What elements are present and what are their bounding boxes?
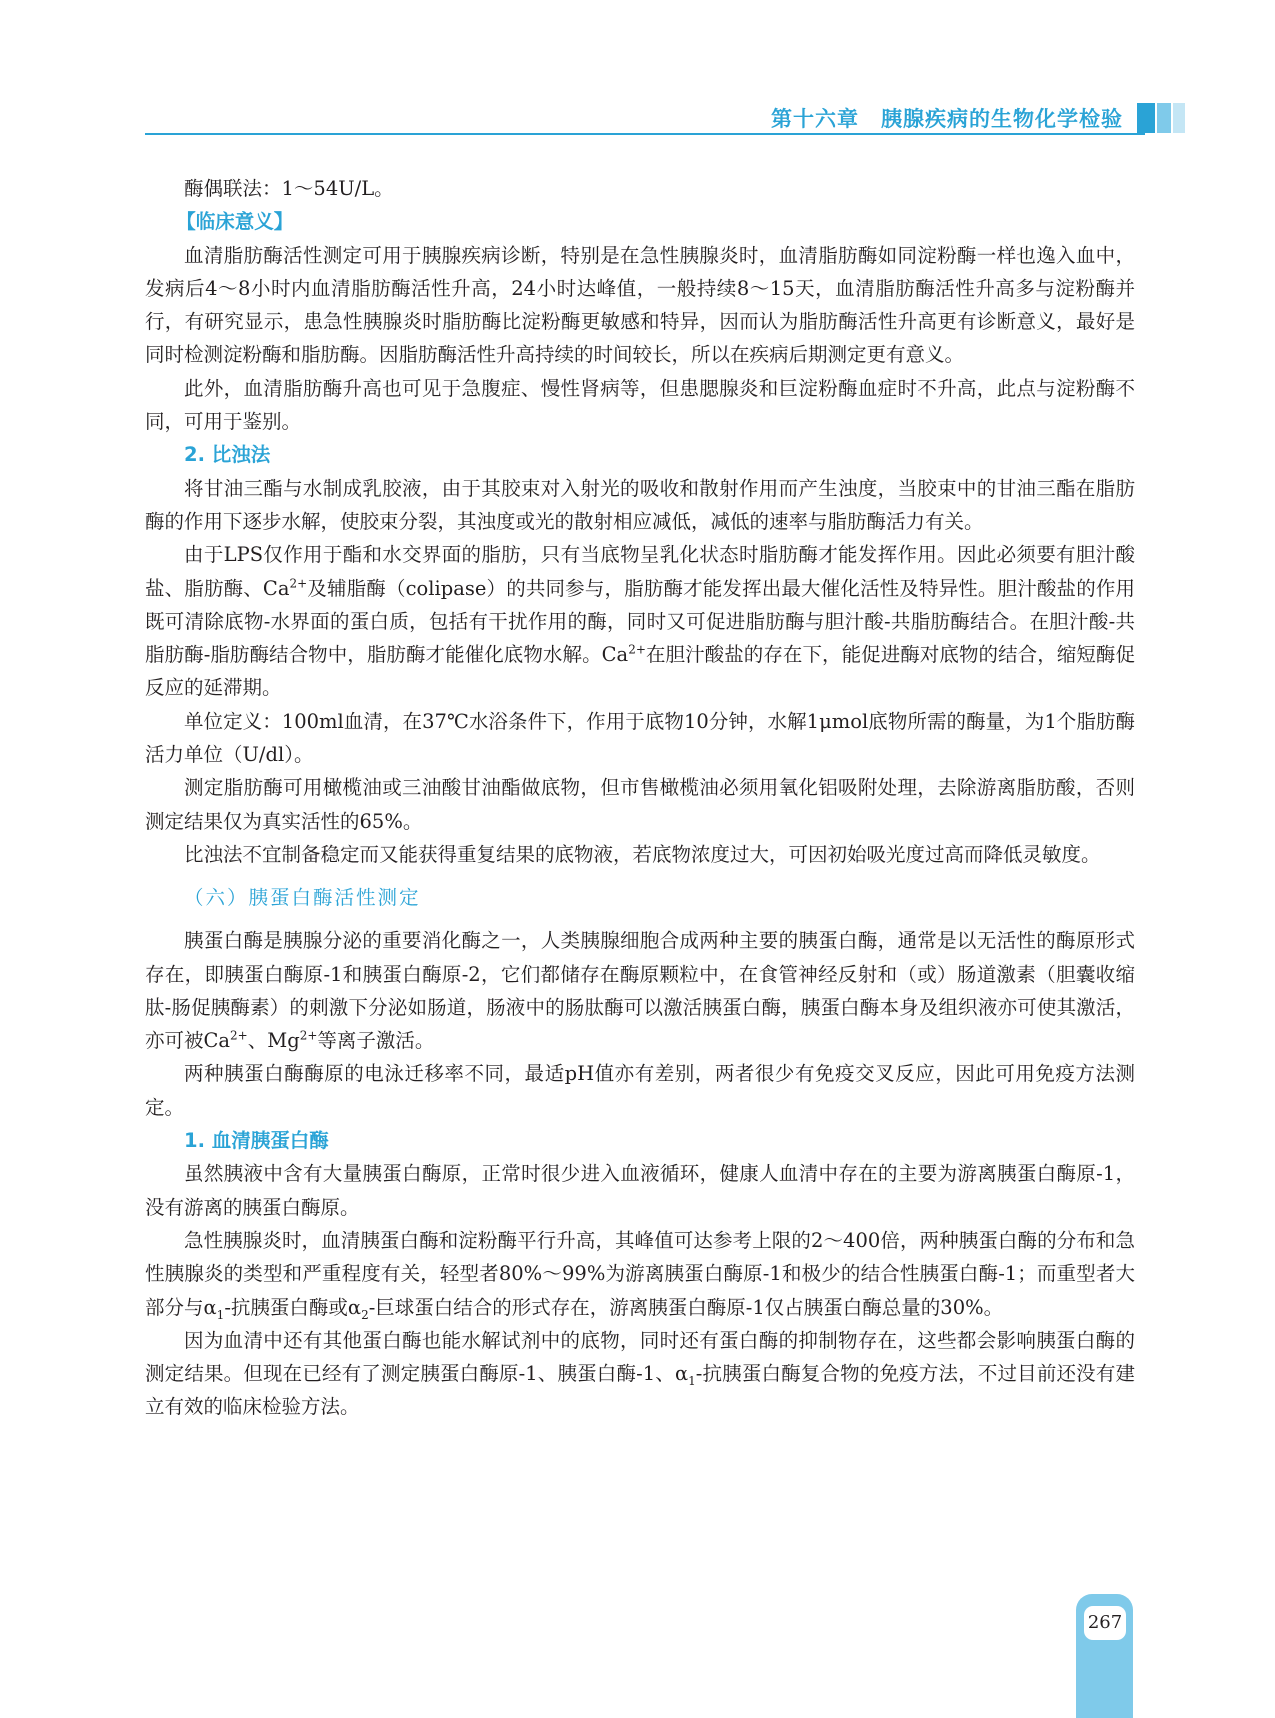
turbidity-paragraph-3: 单位定义：100ml血清，在37℃水浴条件下，作用于底物10分钟，水解1μmol底物所需的酶量，为1个脂肪酶活力单位（U/dl）。 xyxy=(145,709,1135,767)
header-block-light xyxy=(1173,103,1185,133)
superscript: 2+ xyxy=(230,1028,248,1043)
superscript: 2+ xyxy=(289,576,308,591)
trypsin-paragraph-2: 两种胰蛋白酶酶原的电泳迁移率不同，最适pH值亦有差别，两者很少有免疫交叉反应，因此可用免疫方法测定。 xyxy=(145,1062,1135,1119)
superscript: 2+ xyxy=(628,642,646,657)
serum-trypsin-paragraph-3 xyxy=(145,1324,1135,1424)
header-rule xyxy=(145,133,1145,135)
page-number: 267 xyxy=(1084,1606,1126,1640)
text-run: -抗胰蛋白酶或α xyxy=(224,1295,362,1319)
serum-trypsin-paragraph-1: 虽然胰液中含有大量胰蛋白酶原，正常时很少进入血液循环，健康人血清中存在的主要为游离胰蛋白酶原-1，没有游离的胰蛋白酶原。 xyxy=(145,1162,1135,1219)
subscript: 2 xyxy=(361,1307,369,1322)
turbidity-paragraph-1: 将甘油三酯与水制成乳胶液，由于其胶束对入射光的吸收和散射作用而产生浊度，当胶束中的甘油三酯在脂肪酶的作用下逐步水解，使胶束分裂，其浊度或光的散射相应减低，减低的速率与脂肪酶活力有关。 xyxy=(145,476,1135,533)
text-run: 急性胰腺炎时，血清胰蛋白酶和淀粉酶平行升高，其峰值可达参考上限的2～400倍，两种胰蛋白酶的分布和急性胰腺炎的类型和严重程度有关，轻型者80%～99%为游离胰蛋白酶原-1和极少的结合性胰蛋白酶-1；而重型者大部分与α xyxy=(145,1228,1135,1319)
page-body xyxy=(145,172,1135,1424)
turbidity-paragraph-4: 测定脂肪酶可用橄榄油或三油酸甘油酯做底物，但市售橄榄油必须用氧化铝吸附处理，去除游离脂肪酸，否则测定结果仅为真实活性的65%。 xyxy=(145,776,1135,833)
clinical-paragraph-2: 此外，血清脂肪酶升高也可见于急腹症、慢性肾病等，但患腮腺炎和巨淀粉酶血症时不升高，此点与淀粉酶不同，可用于鉴别。 xyxy=(145,376,1135,434)
text-run: 及辅脂酶（colipase）的共同参与，脂肪酶才能发挥出最大催化活性及特异性。胆汁酸盐的作用既可清除底物-水界面的蛋白质，包括有干扰作用的酶，同时又可促进脂肪酶与胆汁酸-共脂肪酶结合。在胆汁酸-共脂肪酶-脂肪酶结合物中，脂肪酶才能催化底物水解。Ca xyxy=(145,576,1136,667)
header-color-blocks xyxy=(1137,103,1185,133)
enzyme-coupling-line: 酶偶联法：1～54U/L。 xyxy=(184,177,394,200)
page-header xyxy=(145,98,1185,138)
superscript: 2+ xyxy=(299,1028,318,1043)
subscript: 1 xyxy=(216,1307,225,1322)
text-run: 在胆汁酸盐的存在下，能促进酶对底物的结合，缩短酶促反应的延滞期。 xyxy=(145,643,1135,700)
chapter-title: 第十六章 胰腺疾病的生物化学检验 xyxy=(771,107,1123,131)
subscript: 1 xyxy=(688,1373,696,1388)
serum-trypsin-paragraph-2 xyxy=(145,1224,1135,1324)
text-run: 胰蛋白酶是胰腺分泌的重要消化酶之一，人类胰腺细胞合成两种主要的胰蛋白酶，通常是以无活性的酶原形式存在，即胰蛋白酶原-1和胰蛋白酶原-2，它们都储存在酶原颗粒中，在食管神经反射和（或）肠道激素（胆囊收缩肽-肠促胰酶素）的刺激下分泌如肠道，肠液中的肠肽酶可以激活胰蛋白酶，胰蛋白酶本身及组织液亦可使其激活，亦可被Ca xyxy=(145,929,1135,1053)
text-run: 、Mg xyxy=(247,1029,300,1053)
serum-trypsin-heading: 1. 血清胰蛋白酶 xyxy=(184,1129,329,1153)
text-run: -巨球蛋白结合的形式存在，游离胰蛋白酶原-1仅占胰蛋白酶总量的30%。 xyxy=(368,1295,1004,1319)
turbidity-paragraph-5: 比浊法不宜制备稳定而又能获得重复结果的底物液，若底物浓度过大，可因初始吸光度过高而降低灵敏度。 xyxy=(184,842,1101,866)
text-run: 等离子激活。 xyxy=(317,1029,435,1053)
text-run: 因为血清中还有其他蛋白酶也能水解试剂中的底物，同时还有蛋白酶的抑制物存在，这些都会影响胰蛋白酶的测定结果。但现在已经有了测定胰蛋白酶原-1、胰蛋白酶-1、α xyxy=(145,1328,1135,1386)
text-run: -抗胰蛋白酶复合物的免疫方法，不过目前还没有建立有效的临床检验方法。 xyxy=(145,1362,1135,1419)
trypsin-paragraph-1 xyxy=(145,924,1135,1057)
text-run: 由于LPS仅作用于酯和水交界面的脂肪，只有当底物呈乳化状态时脂肪酶才能发挥作用。因此必须要有胆汁酸盐、脂肪酶、Ca xyxy=(145,543,1135,600)
trypsin-section-heading: （六）胰蛋白酶活性测定 xyxy=(184,886,421,910)
clinical-significance-heading: 【临床意义】 xyxy=(176,210,294,234)
turbidity-paragraph-2 xyxy=(145,538,1135,704)
turbidity-method-heading: 2. 比浊法 xyxy=(184,443,271,467)
header-block-dark xyxy=(1137,103,1155,133)
clinical-paragraph-1: 血清脂肪酶活性测定可用于胰腺疾病诊断，特别是在急性胰腺炎时，血清脂肪酶如同淀粉酶一样也逸入血中，发病后4～8小时内血清脂肪酶活性升高，24小时达峰值，一般持续8～15天，血清脂肪酶活性升高多与淀粉酶并行，有研究显示，患急性胰腺炎时脂肪酶比淀粉酶更敏感和特异，因而认为脂肪酶活性升高更有诊断意义，最好是同时检测淀粉酶和脂肪酶。因脂肪酶活性升高持续的时间较长，所以在疾病后期测定更有意义。 xyxy=(145,243,1135,367)
header-block-mid xyxy=(1157,103,1171,133)
